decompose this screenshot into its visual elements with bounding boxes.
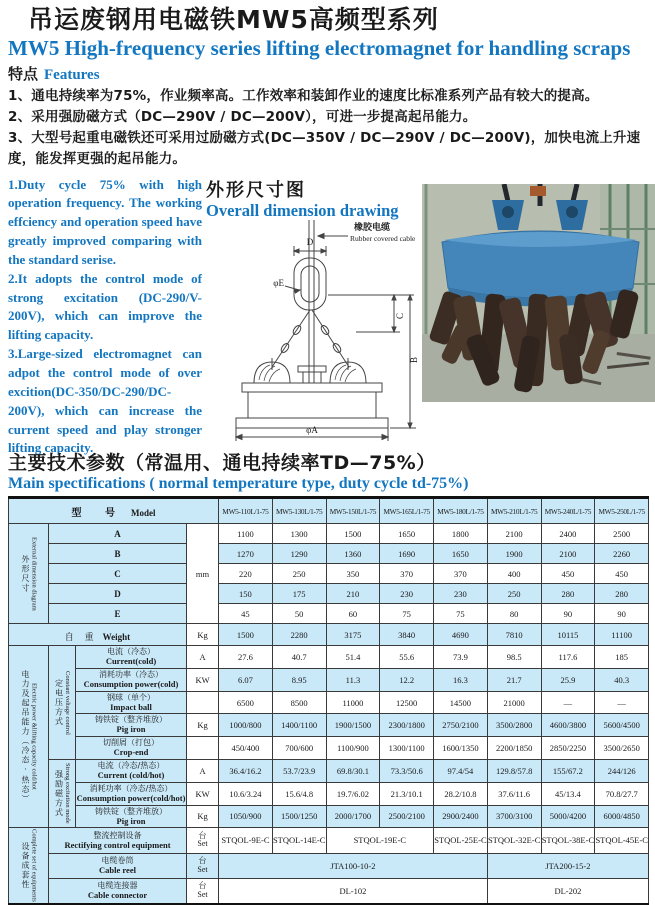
value-cell: 10.6/3.24: [219, 782, 273, 805]
value-cell: 1400/1100: [272, 714, 326, 737]
dimension-drawing-panel: [202, 176, 418, 444]
value-cell: 3840: [380, 624, 434, 646]
row-label-en: Consumption power(cold/hot): [76, 792, 186, 803]
value-cell: 40.3: [595, 668, 649, 691]
row-label: [76, 691, 187, 714]
model-label-en: Model: [131, 507, 156, 518]
unit-zh: 台: [198, 855, 207, 865]
unit-cell: A: [187, 760, 219, 783]
equipment-model-cell: JTA200-15-2: [487, 853, 648, 878]
dim-a-label: φA: [306, 424, 318, 435]
value-cell: 90: [541, 604, 595, 624]
value-cell: 185: [595, 646, 649, 669]
unit-zh: 台: [198, 830, 207, 840]
model-name: MW5-110L/1-75: [219, 498, 273, 524]
electric-row: [9, 760, 649, 783]
row-label: [76, 646, 187, 669]
value-cell: 230: [380, 584, 434, 604]
value-cell: 16.3: [434, 668, 488, 691]
row-label: [49, 878, 187, 904]
row-label-zh: 电缆卷筒: [101, 855, 134, 865]
equipment-row: [9, 853, 649, 878]
equipment-model-cell: DL-202: [487, 878, 648, 904]
row-label: [76, 714, 187, 737]
row-label-en: Pig iron: [116, 815, 146, 826]
value-cell: 129.8/57.8: [487, 760, 541, 783]
value-cell: 73.9: [434, 646, 488, 669]
value-cell: 19.7/6.02: [326, 782, 380, 805]
feature-item-en: 3.Large-sized electromagnet can adpot the control mode of over excition(DC-350/DC-290/DC-200V), which can increase the current speed and play stronger lifting capacity.: [8, 346, 202, 456]
row-label: E: [49, 604, 187, 624]
unit-cell: KW: [187, 782, 219, 805]
value-cell: 4600/3800: [541, 714, 595, 737]
specs-title-en: Main spectifications ( normal temperature type, duty cycle td-75%): [8, 474, 469, 492]
value-cell: 8500: [272, 691, 326, 714]
group-label-en: Constant voltage control: [63, 670, 71, 735]
row-label-en: Consumption power(cold): [83, 678, 179, 689]
value-cell: 1300/1100: [380, 737, 434, 760]
feature-item: 3、大型号起重电磁铁还可采用过励磁方式(DC—350V / DC—290V / DC—200V)，加快电流上升速度，能发挥更强的起吊能力。: [8, 129, 641, 167]
value-cell: 90: [595, 604, 649, 624]
value-cell: 2850/2250: [541, 737, 595, 760]
value-cell: 1600/1350: [434, 737, 488, 760]
value-cell: 1360: [326, 544, 380, 564]
row-label: [76, 782, 187, 805]
value-cell: 2750/2100: [434, 714, 488, 737]
value-cell: 1800: [434, 524, 488, 544]
row-label: [76, 668, 187, 691]
row-label-en: Current(cold): [105, 656, 157, 667]
value-cell: 60: [326, 604, 380, 624]
value-cell: 5600/4500: [595, 714, 649, 737]
group-label-zh: 强励磁方式: [54, 769, 64, 818]
unit-en: Set: [197, 889, 208, 899]
model-label: [9, 498, 219, 524]
value-cell: 4690: [434, 624, 488, 646]
unit-cell: Kg: [187, 805, 219, 828]
group-label-en: Complete set of equipments: [30, 829, 38, 903]
equipment-model-cell: STQOL-14E-C: [272, 828, 326, 853]
value-cell: 2280: [272, 624, 326, 646]
drawing-title-en: Overall dimension drawing: [206, 200, 399, 220]
dimension-row: [9, 584, 649, 604]
value-cell: 75: [380, 604, 434, 624]
value-cell: 1900: [487, 544, 541, 564]
dim-b-label: B: [409, 356, 418, 363]
row-label-en: Rectifying control equipment: [64, 839, 171, 850]
value-cell: 1900/1500: [326, 714, 380, 737]
row-label: A: [49, 524, 187, 544]
row-label-zh: 消耗功率（冷态）: [99, 669, 163, 679]
value-cell: 12.2: [380, 668, 434, 691]
value-cell: 250: [487, 584, 541, 604]
value-cell: 1500: [326, 524, 380, 544]
value-cell: 6500: [219, 691, 273, 714]
value-cell: 45: [219, 604, 273, 624]
row-label-en: Pig iron: [116, 724, 146, 735]
unit-cell: [187, 828, 219, 853]
value-cell: 1650: [380, 524, 434, 544]
value-cell: 1100: [219, 524, 273, 544]
value-cell: 3500/2650: [595, 737, 649, 760]
group-label-en: External dimension diagram: [30, 536, 38, 611]
model-name: MW5-180L/1-75: [434, 498, 488, 524]
row-label-zh: 电流（冷态/热态）: [97, 761, 165, 770]
value-cell: 40.7: [272, 646, 326, 669]
equipment-model-cell: JTA100-10-2: [219, 853, 488, 878]
row-label-zh: 整流控制设备: [93, 830, 142, 840]
value-cell: 175: [272, 584, 326, 604]
dimension-row: [9, 604, 649, 624]
value-cell: 450: [595, 564, 649, 584]
middle-section: [8, 176, 647, 456]
value-cell: 1100/900: [326, 737, 380, 760]
row-label-zh: 铸铁锭（整齐堆放）: [95, 715, 167, 725]
dimension-row: [9, 544, 649, 564]
features-list-en: [8, 176, 202, 456]
value-cell: 2000/1700: [326, 805, 380, 828]
value-cell: 3700/3100: [487, 805, 541, 828]
value-cell: 37.6/11.6: [487, 782, 541, 805]
complete-set-group-label: [9, 828, 49, 904]
dim-e-label: φE: [273, 277, 284, 288]
value-cell: 45/13.4: [541, 782, 595, 805]
value-cell: 98.5: [487, 646, 541, 669]
value-cell: 2900/2400: [434, 805, 488, 828]
features-heading: [8, 63, 647, 84]
group-label-zh: 设备成套性: [20, 841, 30, 890]
row-label-zh: 切削屑（打包）: [103, 738, 159, 748]
row-label-zh: 自 重: [64, 633, 98, 644]
unit-cell: A: [187, 646, 219, 669]
value-cell: 55.6: [380, 646, 434, 669]
value-cell: 75: [434, 604, 488, 624]
vertical-label: [49, 671, 75, 735]
dimension-drawing: [206, 220, 418, 444]
row-label: [76, 805, 187, 828]
value-cell: 6.07: [219, 668, 273, 691]
value-cell: 53.7/23.9: [272, 760, 326, 783]
value-cell: —: [595, 691, 649, 714]
value-cell: 12500: [380, 691, 434, 714]
value-cell: 700/600: [272, 737, 326, 760]
model-name: MW5-240L/1-75: [541, 498, 595, 524]
row-label-zh: 电缆连接器: [97, 881, 138, 891]
vertical-label: [49, 763, 75, 824]
value-cell: 1650: [434, 544, 488, 564]
value-cell: 51.4: [326, 646, 380, 669]
value-cell: 50: [272, 604, 326, 624]
equipment-model-cell: STQOL-25E-C: [434, 828, 488, 853]
value-cell: 2200/1850: [487, 737, 541, 760]
electric-row: [9, 714, 649, 737]
electric-row: [9, 668, 649, 691]
equipment-model-cell: DL-102: [219, 878, 488, 904]
electric-row: [9, 782, 649, 805]
value-cell: 27.6: [219, 646, 273, 669]
value-cell: 150: [219, 584, 273, 604]
value-cell: 11.3: [326, 668, 380, 691]
row-label-zh: 铸铁锭（整齐堆放）: [95, 806, 167, 816]
feature-item-en: 2.It adopts the control mode of strong excitation (DC-290/V-200V), which can improve the lifting capacity.: [8, 270, 202, 343]
row-label: B: [49, 544, 187, 564]
unit-zh: 台: [198, 881, 207, 891]
value-cell: 3500/2800: [487, 714, 541, 737]
value-cell: 370: [380, 564, 434, 584]
equipment-model-cell: STQOL-45E-C: [595, 828, 649, 853]
electric-row: [9, 646, 649, 669]
specs-title-zh: 主要技术参数（常温用、通电持续率TD—75%）: [8, 451, 436, 474]
row-label: [49, 828, 187, 853]
value-cell: 250: [272, 564, 326, 584]
value-cell: 11000: [326, 691, 380, 714]
value-cell: 11100: [595, 624, 649, 646]
value-cell: 73.3/50.6: [380, 760, 434, 783]
value-cell: 21000: [487, 691, 541, 714]
row-label-en: Impact ball: [110, 701, 152, 712]
unit-cell: [187, 878, 219, 904]
value-cell: 117.6: [541, 646, 595, 669]
unit-cell: Kg: [187, 714, 219, 737]
group-label-zh: 电力及起吊能力（冷态·热态）: [20, 669, 30, 804]
value-cell: 7810: [487, 624, 541, 646]
features-label-zh: 特点: [8, 64, 39, 83]
weight-row: [9, 624, 649, 646]
unit-cell: [187, 853, 219, 878]
row-label-zh: 钢球（单个）: [107, 692, 155, 702]
dim-c-label: C: [395, 312, 405, 319]
group-label-zh: 定电压方式: [54, 678, 64, 727]
value-cell: 3175: [326, 624, 380, 646]
unit-cell: KW: [187, 668, 219, 691]
value-cell: 244/126: [595, 760, 649, 783]
model-label-zh: 型 号: [71, 507, 126, 519]
equipment-row: [9, 878, 649, 904]
model-row: [9, 498, 649, 524]
group-label-zh: 外形尺寸: [20, 554, 30, 593]
electric-row: [9, 691, 649, 714]
value-cell: 80: [487, 604, 541, 624]
value-cell: 280: [541, 584, 595, 604]
value-cell: 1500: [219, 624, 273, 646]
unit-en: Set: [197, 839, 208, 849]
value-cell: 450: [541, 564, 595, 584]
feature-item: 2、采用强励磁方式（DC—290V / DC—200V），可进一步提高起吊能力。: [8, 108, 477, 125]
dimension-row: [9, 564, 649, 584]
value-cell: 21.7: [487, 668, 541, 691]
value-cell: 2260: [595, 544, 649, 564]
value-cell: 280: [595, 584, 649, 604]
page-title-zh: 吊运废钢用电磁铁MW5高频型系列: [28, 5, 439, 34]
value-cell: 230: [434, 584, 488, 604]
value-cell: 1690: [380, 544, 434, 564]
features-list-zh: [8, 86, 647, 170]
electric-group-label: [9, 646, 49, 828]
model-name: MW5-210L/1-75: [487, 498, 541, 524]
value-cell: 1300: [272, 524, 326, 544]
dimension-row: [9, 524, 649, 544]
equipment-model-cell: STQOL-38E-C: [541, 828, 595, 853]
value-cell: —: [541, 691, 595, 714]
page-title-en: MW5 High-frequency series lifting electromagnet for handling scraps: [8, 35, 631, 60]
value-cell: 69.8/30.1: [326, 760, 380, 783]
value-cell: 10115: [541, 624, 595, 646]
value-cell: 350: [326, 564, 380, 584]
dim-d-label: D: [306, 236, 314, 247]
value-cell: 370: [434, 564, 488, 584]
unit-cell: [187, 691, 219, 714]
cable-label-zh: 橡胶电缆: [354, 222, 391, 233]
value-cell: 220: [219, 564, 273, 584]
value-cell: 2400: [541, 524, 595, 544]
group-label-en: Electric power &lifting capacity cold/hot: [30, 683, 38, 791]
model-name: MW5-250L/1-75: [595, 498, 649, 524]
equipment-model-cell: STQOL-19E-C: [326, 828, 434, 853]
value-cell: 70.8/27.7: [595, 782, 649, 805]
row-label: [76, 737, 187, 760]
constant-voltage-group-label: [49, 646, 76, 760]
equipment-model-cell: STQOL-9E-C: [219, 828, 273, 853]
row-label: C: [49, 564, 187, 584]
model-name: MW5-150L/1-75: [326, 498, 380, 524]
value-cell: 1500/1250: [272, 805, 326, 828]
value-cell: 1290: [272, 544, 326, 564]
feature-item: 1、通电持续率为75%，作业频率高。工作效率和装卸作业的速度比标准系列产品有较大的提高。: [8, 87, 599, 104]
value-cell: 2500/2100: [380, 805, 434, 828]
unit-en: Set: [197, 864, 208, 874]
row-label-en: Crop-end: [113, 747, 149, 758]
feature-item-en: 1.Duty cycle 75% with high operation frequency. The working effciency and operation speed have greatly improved comparing with the standard serise.: [8, 176, 202, 267]
specifications-table: [8, 496, 649, 905]
unit-cell: mm: [187, 524, 219, 624]
features-label-en: Features: [44, 66, 100, 83]
value-cell: 2300/1800: [380, 714, 434, 737]
value-cell: 8.95: [272, 668, 326, 691]
value-cell: 155/67.2: [541, 760, 595, 783]
value-cell: 6000/4850: [595, 805, 649, 828]
unit-cell: Kg: [187, 624, 219, 646]
value-cell: 210: [326, 584, 380, 604]
dimension-group-label: [9, 524, 49, 624]
value-cell: 2100: [487, 524, 541, 544]
value-cell: 1000/800: [219, 714, 273, 737]
row-label-zh: 消耗功率（冷态/热态）: [89, 783, 173, 793]
drawing-title-zh: 外形尺寸图: [206, 179, 306, 201]
value-cell: 2500: [595, 524, 649, 544]
row-label-en: Cable connector: [87, 890, 148, 901]
row-label-en: Current (cold/hot): [97, 770, 165, 780]
row-label-en: Cable reel: [99, 864, 136, 875]
row-label: [49, 853, 187, 878]
value-cell: 25.9: [541, 668, 595, 691]
vertical-label: [9, 537, 48, 611]
electric-row: [9, 805, 649, 828]
value-cell: 28.2/10.8: [434, 782, 488, 805]
row-label: D: [49, 584, 187, 604]
value-cell: 14500: [434, 691, 488, 714]
unit-cell: [187, 737, 219, 760]
model-name: MW5-130L/1-75: [272, 498, 326, 524]
value-cell: 400: [487, 564, 541, 584]
model-name: MW5-165L/1-75: [380, 498, 434, 524]
equipment-row: [9, 828, 649, 853]
cable-label-en: Rubber covered cable: [350, 233, 416, 243]
value-cell: 21.3/10.1: [380, 782, 434, 805]
product-photo-panel: [418, 176, 655, 444]
value-cell: 97.4/54: [434, 760, 488, 783]
value-cell: 36.4/16.2: [219, 760, 273, 783]
row-label: [9, 624, 187, 646]
vertical-label: [9, 829, 48, 902]
electric-row: [9, 737, 649, 760]
value-cell: 1050/900: [219, 805, 273, 828]
vertical-label: [9, 670, 48, 804]
row-label-zh: 电流（冷态）: [107, 647, 155, 657]
product-photo: [422, 184, 655, 402]
strong-excitation-group-label: [49, 760, 76, 828]
row-label: [76, 760, 187, 783]
value-cell: 2100: [541, 544, 595, 564]
group-label-en: Strong excitation mode: [63, 763, 71, 824]
value-cell: 5000/4200: [541, 805, 595, 828]
value-cell: 450/400: [219, 737, 273, 760]
row-label-en: Weight: [102, 632, 131, 643]
value-cell: 1270: [219, 544, 273, 564]
value-cell: 15.6/4.8: [272, 782, 326, 805]
equipment-model-cell: STQOL-32E-C: [487, 828, 541, 853]
